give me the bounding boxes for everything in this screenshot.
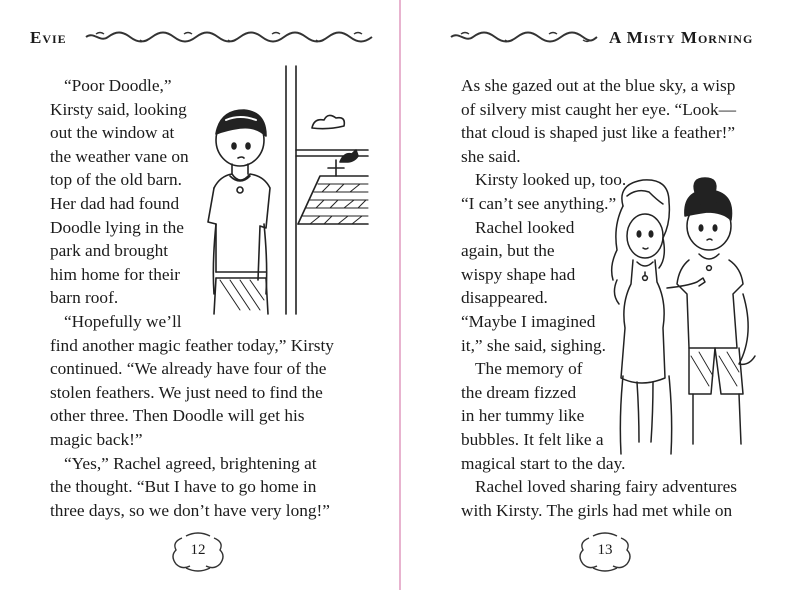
text-line: in her tummy like (461, 406, 585, 426)
text-line: of silvery mist caught her eye. “Look— (461, 99, 736, 119)
left-page (0, 0, 399, 590)
header-ornament-right (449, 30, 599, 44)
text-line: park and brought (50, 241, 169, 261)
girl-at-window-illustration (190, 64, 370, 329)
page-number-text: 13 (597, 542, 613, 558)
text-line: magical start to the day. (461, 453, 626, 473)
text-line: continued. “We already have four of the (50, 359, 327, 379)
two-girls-illustration (593, 176, 773, 471)
text-line: she said. (461, 146, 521, 166)
running-head-right: A Misty Morning (609, 28, 754, 47)
text-line: out the window at (50, 123, 175, 143)
text-line: barn roof. (50, 288, 119, 308)
text-line: stolen feathers. We just need to find the (50, 382, 323, 402)
text-line: with Kirsty. The girls had met while on (461, 500, 733, 520)
page-number-right (575, 530, 635, 574)
text-line: find another magic feather today,” Kirsty (50, 335, 334, 355)
text-line: Rachel looked (475, 217, 575, 237)
text-line: Kirsty said, looking (50, 99, 187, 119)
text-line: Doodle lying in the (50, 217, 184, 237)
text-line: “Hopefully we’ll (64, 311, 182, 331)
text-line: it,” she said, sighing. (461, 335, 606, 355)
page-number-left (168, 530, 228, 574)
text-line: three days, so we don’t have very long!” (50, 500, 330, 520)
text-line: bubbles. It felt like a (461, 429, 604, 449)
text-line: Rachel loved sharing fairy adventures (475, 477, 738, 497)
text-line: that cloud is shaped just like a feather!” (461, 123, 736, 143)
text-line: Kirsty looked up, too. (475, 170, 627, 190)
text-line: wispy shape had (461, 264, 576, 284)
text-line: “I can’t see anything.” (461, 193, 617, 213)
running-head-left: Evie (30, 28, 67, 47)
text-line: other three. Then Doodle will get his (50, 406, 305, 426)
text-line: The memory of (475, 359, 583, 379)
text-line: again, but the (461, 241, 555, 261)
right-page (401, 0, 800, 590)
text-line: “Poor Doodle,” (64, 76, 172, 95)
text-line: magic back!” (50, 429, 143, 449)
text-line: As she gazed out at the blue sky, a wisp (461, 76, 736, 95)
text-line: top of the old barn. (50, 170, 182, 190)
text-line: the thought. “But I have to go home in (50, 477, 317, 497)
text-line: Her dad had found (50, 193, 180, 213)
text-line: “Yes,” Rachel agreed, brightening at (64, 453, 317, 473)
text-line: “Maybe I imagined (461, 311, 596, 331)
text-line: the weather vane on (50, 146, 189, 166)
header-ornament-left (84, 30, 374, 44)
page-number-text: 12 (190, 542, 206, 558)
text-line: disappeared. (461, 288, 548, 308)
text-line: him home for their (50, 264, 181, 284)
text-line: the dream fizzed (461, 382, 577, 402)
